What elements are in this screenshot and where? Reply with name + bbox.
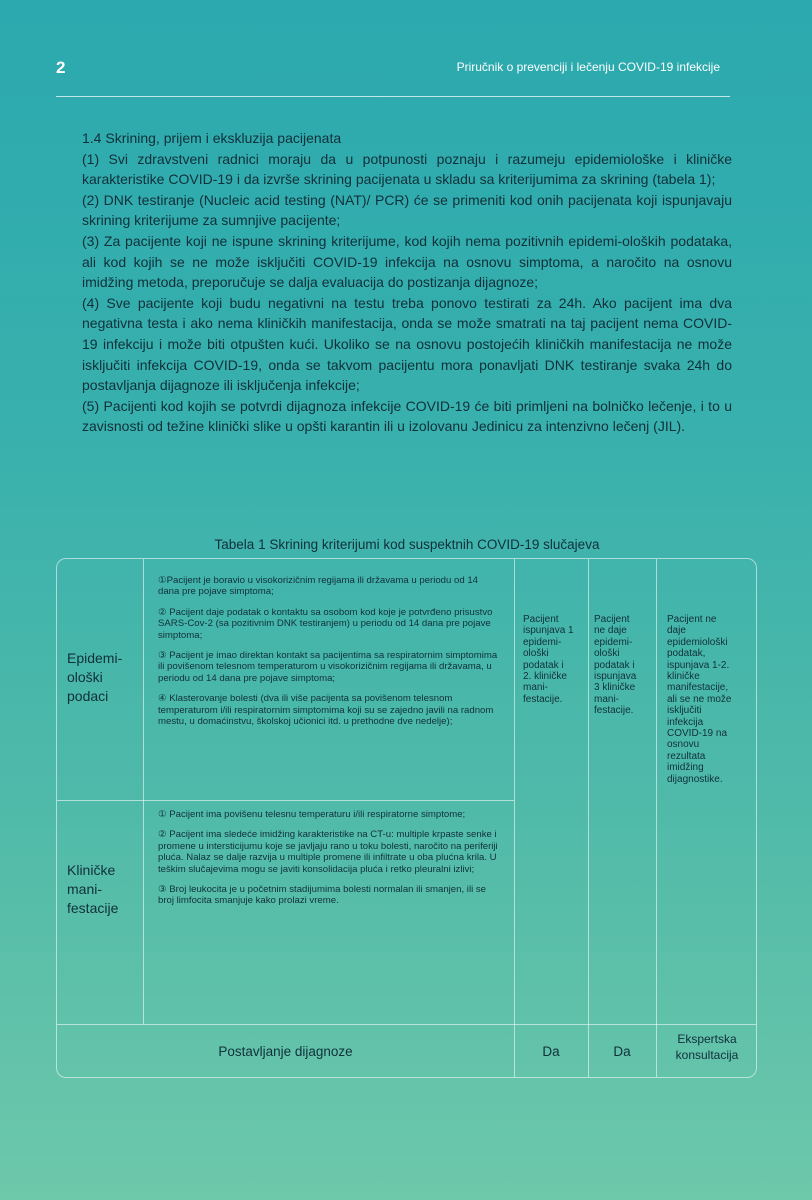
screening-table	[56, 558, 757, 1078]
paragraph-5: (5) Pacijenti kod kojih se potvrdi dijagnoza infekcije COVID-19 će biti primljeni na bolničko lečenje, i to u zavisnosti od težine klinički slike u opšti karantin ili u izolovanu Jedinicu za intenzivno lečenj (JIL).	[82, 397, 732, 435]
suspect-case-column-2: Pacijent ne daje epidemi- ološki podatak i ispunjava 3 kliničke mani- festacije.	[594, 614, 637, 717]
table-divider	[514, 559, 515, 1078]
diagnosis-label: Postavljanje dijagnoze	[218, 1044, 353, 1059]
paragraph-3: (3) Za pacijente koji ne ispune skrining kriterijume, kod kojih nema pozitivnih epidemi-oloških podataka, ali kod kojih se ne može isključiti COVID-19 infekcija na osnovu simptoma, a naročito na osnovu imidžing metoda, preporučuje se dalja evaluacija do postizanja dijagnoze;	[82, 232, 732, 291]
diagnosis-col-1: Da	[542, 1044, 560, 1059]
diagnosis-col-3: Ekspertska konsultacija	[675, 1032, 739, 1062]
table-caption: Tabela 1 Skrining kriterijumi kod suspektnih COVID-19 slučajeva	[214, 537, 600, 552]
running-title: Priručnik o prevenciji i lečenju COVID-19 infekcije	[456, 60, 720, 74]
paragraph-1: (1) Svi zdravstveni radnici moraju da u potpunosti poznaju i razumeju epidemiološke i kliničke karakteristike COVID-19 i da izvrše skrining pacijenata u skladu sa kriterijumima za skrining (tabela 1);	[82, 150, 732, 188]
criterion: ① Pacijent ima povišenu telesnu temperaturu i/ili respiratorne simptome;	[158, 809, 466, 820]
suspect-case-column-1: Pacijent ispunjava 1 epidemi- ološki podatak i 2. kliničke mani- festacije.	[523, 614, 574, 705]
row-label-epidemiological: Epidemi- ološki podaci	[67, 650, 123, 704]
criterion: ④ Klasterovanje bolesti (dva ili više pacijenta sa povišenom telesnom temperaturom i/ili respiratornim simptomima koji su se zajedno javili na radnom mestu, u domaćinstvu, školskoj učionici itd. u prethodne dve nedelje);	[158, 693, 494, 728]
table-divider	[656, 559, 657, 1078]
criterion: ③ Broj leukocita je u početnim stadijumima bolesti normalan ili smanjen, ili se broj limfocita smanjuje kako prolazi vreme.	[158, 884, 487, 907]
section-heading: 1.4 Skrining, prijem i ekskluzija pacijenata	[82, 130, 342, 146]
clinical-criteria	[158, 809, 498, 916]
criterion: ③ Pacijent je imao direktan kontakt sa pacijentima sa respiratornim simptomima ili povišenom telesnom temperaturom u visokorizičnim regijama ili državama, u periodu od 14 dana pre pojave simptoma;	[158, 650, 498, 684]
criterion: ② Pacijent daje podatak o kontaktu sa osobom kod koje je potvrđeno prisustvo SARS-Cov-2 (sa pozitivnim DNK testiranjem) u periodu od 14 dana pre pojave simptoma;	[158, 606, 493, 641]
header-rule	[56, 96, 730, 97]
table-divider	[57, 1024, 757, 1025]
table-divider	[588, 559, 589, 1078]
diagnosis-col-2: Da	[613, 1044, 631, 1059]
criterion: ①Pacijent je boravio u visokorizičnim regijama ili državama u periodu od 14 dana pre pojave simptoma;	[158, 575, 479, 598]
table-divider	[57, 800, 514, 801]
body-text	[82, 128, 732, 437]
page-number: 2	[56, 58, 66, 77]
paragraph-4: (4) Sve pacijente koji budu negativni na testu treba ponovo testirati za 24h. Ako pacijent ima dva negativna testa i ako nema kliničkih manifestacija, onda se može smatrati na taj pacijent nema COVID-19 infekciju i može biti otpušten kući. Ukoliko se na osnovu postojećih kliničkih manifestacija ne može isključiti infekcija COVID-19, onda se takvom pacijentu mora ponavljati DNK testiranje svaka 24h do postavljanja dijagnoze ili isključenja infekcije;	[82, 294, 732, 394]
row-label-clinical: Kliničke mani- festacije	[67, 862, 119, 916]
paragraph-2: (2) DNK testiranje (Nucleic acid testing (NAT)/ PCR) će se primeniti kod onih pacijenata koji ispunjavaju skrining kriterijume za sumnjive pacijente;	[82, 191, 732, 229]
table-divider	[143, 559, 144, 1024]
suspect-case-column-3: Pacijent ne daje epidemiološki podatak, ispunjava 1-2. kliničke manifestacije, ali se ne može isključiti infekcija COVID-19 na osnovu rezultata imidžing dijagnostike.	[667, 614, 732, 785]
criterion: ② Pacijent ima sledeće imidžing karakteristike na CT-u: multiple krpaste senke i promene u intersticijumu koje se javljaju rano u toku bolesti, naročito na periferiji pluća. Nalaz se dalje razvija u multiple promene ili infiltrate u oba plućna krila. U teškim slučajevima mogu se javiti konsolidacija pluća i retko pleuralni izlivi;	[158, 829, 498, 875]
epidemiological-criteria	[158, 575, 498, 736]
